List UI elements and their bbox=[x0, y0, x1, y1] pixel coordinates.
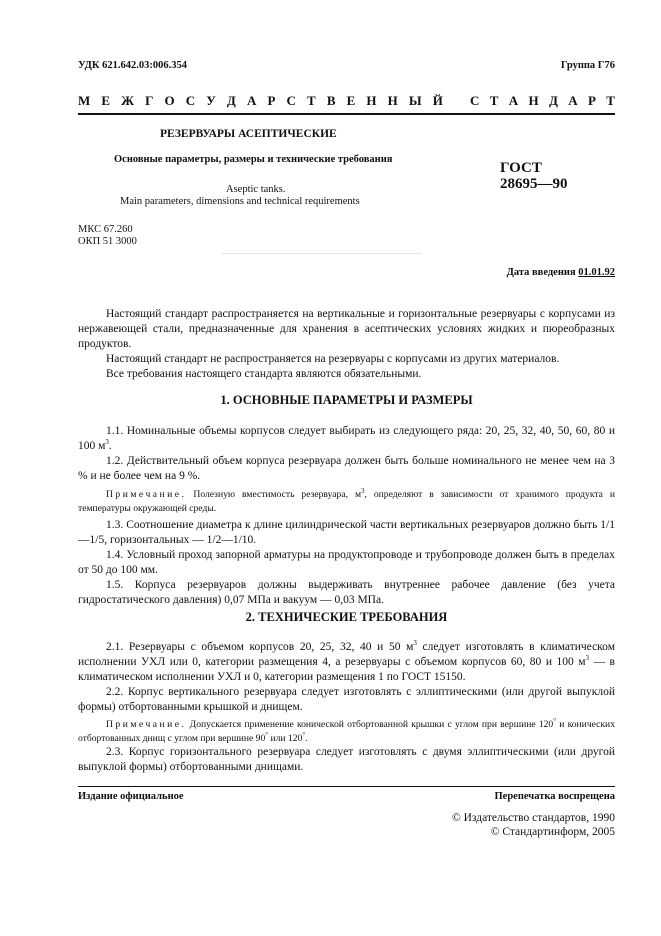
banner-letter: Н bbox=[528, 93, 539, 108]
clause-2-1-text: — в климатическом исполнении УХЛ и 0, категории размещения 1 по ГОСТ 15150. bbox=[78, 656, 615, 683]
clause-1-1-end: . bbox=[108, 440, 112, 452]
banner-letter: Ы bbox=[408, 93, 422, 108]
banner-letter: У bbox=[206, 93, 216, 108]
banner-letter: В bbox=[326, 93, 336, 108]
banner-letter: Ж bbox=[121, 93, 135, 108]
footer-rule bbox=[78, 786, 615, 787]
intro-date-label: Дата введения bbox=[506, 267, 576, 278]
intro-paragraph-2: Настоящий стандарт не распространяется на резервуары с корпусами из других материалов. bbox=[106, 353, 560, 365]
intro-paragraph-3: Все требования настоящего стандарта являются обязательными. bbox=[106, 368, 422, 380]
banner-letter: Е bbox=[101, 93, 111, 108]
superscript: 3 bbox=[361, 486, 365, 495]
degree-sign: ° bbox=[265, 730, 269, 739]
banner-letter: А bbox=[246, 93, 257, 108]
note-text: . bbox=[305, 732, 308, 744]
clause-2-3: 2.3. Корпус горизонтального резервуара следует изготовлять с двумя эллиптическими (или другой выпуклой формы) отбортованными днищами. bbox=[78, 746, 615, 773]
note-text: , определяют в зависимости от хранимого продукта и температуры окружающей среды. bbox=[78, 489, 616, 514]
banner-letter: Й bbox=[432, 93, 443, 108]
banner-letter: Т bbox=[606, 93, 615, 108]
banner-letter: О bbox=[164, 93, 175, 108]
group-code: Группа Г76 bbox=[560, 60, 615, 71]
note-text: Полезную вместимость резервуара, м bbox=[186, 489, 362, 500]
note-text: или 120 bbox=[268, 732, 303, 744]
intro-date-value: 01.01.92 bbox=[578, 267, 615, 278]
banner-letter: Н bbox=[366, 93, 377, 108]
udk-code: УДК 621.642.03:006.354 bbox=[78, 60, 187, 71]
banner-letter: С bbox=[185, 93, 196, 108]
note-label: Примечание. bbox=[106, 719, 187, 730]
superscript: 3 bbox=[585, 654, 590, 663]
banner-letter: Р bbox=[267, 93, 276, 108]
banner-letter: Т bbox=[489, 93, 499, 108]
banner-letter: А bbox=[508, 93, 519, 108]
interstate-standard-banner bbox=[78, 93, 615, 109]
gost-label: ГОСТ bbox=[500, 160, 542, 176]
banner-letter: С bbox=[286, 93, 296, 108]
banner-letter: Е bbox=[346, 93, 356, 108]
document-title: РЕЗЕРВУАРЫ АСЕПТИЧЕСКИЕ bbox=[160, 128, 337, 140]
clause-2-1-text: следует изготовлять в климатическом исполнении УХЛ или 0, категории размещения 4, а резервуары с объемом корпусов 60, 80 и 100 м bbox=[78, 641, 615, 668]
note-2 bbox=[78, 718, 615, 745]
banner-word-standard bbox=[470, 93, 615, 109]
clause-1-3: 1.3. Соотношение диаметра к длине цилиндрической части вертикальных резервуаров должно быть 1/1—1/5, горизонтальных — 1/2—1/10. bbox=[78, 519, 615, 546]
copyright-1: © Издательство стандартов, 1990 bbox=[451, 812, 615, 824]
clause-2-1 bbox=[78, 640, 615, 685]
banner-letter: Д bbox=[548, 93, 558, 108]
note-1 bbox=[78, 488, 615, 515]
degree-sign: ° bbox=[302, 730, 306, 739]
intro-paragraph-1: Настоящий стандарт распространяется на вертикальные и горизонтальные резервуары с корпусами из нержавеющей стали, предназначенные для хранения в асептических условиях жидких и пюреобразных продуктов. bbox=[78, 308, 615, 350]
banner-letter: Д bbox=[226, 93, 236, 108]
clause-1-2: 1.2. Действительный объем корпуса резервуара должен быть больше номинального не менее чем на 3 % и не более чем на 9 %. bbox=[78, 455, 615, 482]
reprint-notice: Перепечатка воспрещена bbox=[494, 791, 615, 802]
note-label: Примечание. bbox=[106, 489, 187, 500]
copyright-2: © Стандартинформ, 2005 bbox=[490, 826, 615, 838]
clause-1-4: 1.4. Условный проход запорной арматуры на продуктопроводе и трубопроводе должен быть в пределах от 50 до 100 мм. bbox=[78, 549, 615, 576]
banner-letter: Т bbox=[307, 93, 316, 108]
banner-letter: Н bbox=[387, 93, 398, 108]
intro-date bbox=[507, 267, 615, 278]
okp-code: ОКП 51 3000 bbox=[78, 236, 137, 247]
official-edition: Издание официальное bbox=[78, 791, 184, 802]
header-rule bbox=[78, 113, 615, 115]
document-subtitle: Основные параметры, размеры и технические требования bbox=[114, 154, 393, 165]
clause-1-1 bbox=[78, 424, 615, 454]
banner-letter: Р bbox=[587, 93, 596, 108]
superscript: 3 bbox=[413, 639, 417, 648]
note-text: Допускается применение конической отбортованной крышки с углом при вершине 120 bbox=[186, 719, 554, 730]
banner-letter: А bbox=[568, 93, 578, 108]
superscript: 3 bbox=[105, 438, 109, 447]
note-text: и конических отбортованных днищ с углом при вершине 90 bbox=[78, 719, 615, 744]
clause-1-5: 1.5. Корпуса резервуаров должны выдерживать внутреннее рабочее давление (без учета гидростатического давления) 0,07 МПа и вакуум — 0,03 МПа. bbox=[78, 579, 615, 606]
clause-2-2: 2.2. Корпус вертикального резервуара следует изготовлять с эллиптическими (или другой выпуклой формы) отбортованными крышкой и днищем. bbox=[78, 686, 615, 713]
banner-letter: М bbox=[78, 93, 91, 108]
banner-letter: С bbox=[470, 93, 480, 108]
gost-number: 28695—90 bbox=[500, 176, 568, 192]
faint-rule bbox=[222, 253, 422, 254]
english-title-line2: Main parameters, dimensions and technical requirements bbox=[120, 196, 360, 207]
banner-word-interstate bbox=[78, 93, 443, 109]
degree-sign: ° bbox=[553, 716, 557, 725]
banner-letter: Г bbox=[145, 93, 154, 108]
english-title-line1: Aseptic tanks. bbox=[226, 184, 286, 195]
section-1-heading: 1. ОСНОВНЫЕ ПАРАМЕТРЫ И РАЗМЕРЫ bbox=[220, 393, 473, 407]
clause-2-1-text: 2.1. Резервуары с объемом корпусов 20, 25, 32, 40 и 50 м bbox=[106, 641, 414, 653]
section-2-heading: 2. ТЕХНИЧЕСКИЕ ТРЕБОВАНИЯ bbox=[245, 610, 448, 624]
clause-1-1-text: 1.1. Номинальные объемы корпусов следует выбирать из следующего ряда: 20, 25, 32, 40, 50, 60, 80 и 100 м bbox=[78, 425, 615, 452]
mks-code: МКС 67.260 bbox=[78, 224, 133, 235]
